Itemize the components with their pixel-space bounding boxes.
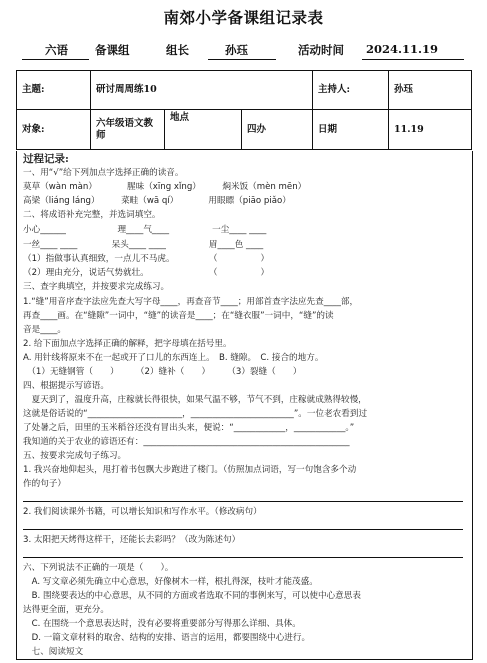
process-label: 过程记录: <box>23 153 69 165</box>
record-line: 这就是俗话说的“______________________，________________________”。一位老农看到过 <box>23 409 368 419</box>
record-line: 我知道的关于农业的谚语还有：________________________________________________ <box>23 437 350 447</box>
header-leader-label: 组长 <box>166 43 189 57</box>
record-line: 小心______ 理____气____ 一尘____ ____ <box>23 225 267 235</box>
target-label: 对象: <box>17 110 91 150</box>
target-value: 六年级语文教师 <box>91 110 165 150</box>
record-line: 七、阅读短文 <box>23 647 84 657</box>
date-label: 日期 <box>313 110 389 150</box>
record-line: 2. 我们阅读课外书籍，可以增长知识和写作水平。（修改病句） <box>23 507 262 517</box>
header-time-label: 活动时间 <box>298 43 344 57</box>
record-line: 一、用“√”给下列加点字选择正确的读音。 <box>23 168 184 178</box>
record-line: A. 用针线将原来不在一起或开了口儿的东西连上。 B. 缝隙。 C. 接合的地方。 <box>23 353 324 363</box>
place-value: 四办 <box>242 110 313 150</box>
header-underline <box>22 59 89 60</box>
record-line: 1.“缝”用音序查字法应先查大写字母____，再查音节____；用部首查字法应先查____部， <box>23 297 359 307</box>
record-line: （1）无缝钢管（ ） （2）缝补（ ） （3）裂缝（ ） <box>23 367 302 377</box>
answer-line <box>23 501 463 502</box>
record-line: 2. 给下面加点字选择正确的解释，把字母填在括号里。 <box>23 339 232 349</box>
record-line: 音是____。 <box>23 325 66 335</box>
topic-value: 研讨周周练10 <box>91 71 313 110</box>
answer-line <box>23 557 463 558</box>
record-line: 五、按要求完成句子练习。 <box>23 451 127 461</box>
record-line: C. 在围绕一个意思表达时，没有必要将重要部分写得那么详细、具体。 <box>23 619 301 629</box>
record-line: 达得更全面，更充分。 <box>23 605 109 615</box>
header-leader: 孙珏 <box>225 43 248 57</box>
record-line: 再查____画。在“缝隙”一词中，“缝”的读音是____；在“缝衣服”一词中，“缝”的读 <box>23 311 334 321</box>
record-line: D. 一篇文章材料的取舍、结构的安排、语言的运用，都要围绕中心进行。 <box>23 633 311 643</box>
host-label: 主持人: <box>313 71 389 110</box>
record-line: 三、查字典填空，并按要求完成练习。 <box>23 282 170 292</box>
header-underline <box>208 59 276 60</box>
host-value: 孙珏 <box>389 71 472 110</box>
date-value: 11.19 <box>389 110 472 150</box>
answer-line <box>23 529 463 530</box>
record-line: 作的句子） <box>23 479 66 489</box>
record-line: 四、根据提示写谚语。 <box>23 381 109 391</box>
record-line: A. 写文章必须先确立中心意思，好像树木一样，根扎得深，枝叶才能茂盛。 <box>23 577 318 587</box>
record-line: 莫草（wàn màn） 腥味（xīng xǐng） 焖米饭（mèn mēn） <box>23 182 307 192</box>
header-group-label: 备课组 <box>95 43 130 57</box>
info-table <box>16 70 472 150</box>
header-underline <box>362 59 464 60</box>
record-line: 了处暑之后，田里的玉米稻谷还没有冒出头来，便说：“____________，____________。” <box>23 423 355 433</box>
record-line: （2）理由充分，说话气势就壮。 （ ） <box>23 268 270 278</box>
header-time: 2024.11.19 <box>366 42 439 56</box>
header-subject: 六语 <box>45 43 68 57</box>
record-line: 1. 我兴奋地仰起头，甩打着书包飘大步跑进了楼门。（仿照加点词语，写一句饱含多个动 <box>23 465 357 475</box>
process-record <box>16 151 473 660</box>
page-title: 南郊小学备课组记录表 <box>163 8 324 27</box>
topic-label: 主题: <box>17 71 91 110</box>
record-line: （1）指做事认真细致，一点儿不马虎。 （ ） <box>23 254 270 264</box>
record-line: 一丝____ ____ 呆头____ ____ 眉____色 ____ <box>23 240 264 250</box>
record-line: 二、将成语补充完整，并选词填空。 <box>23 210 161 220</box>
record-line: 夏天到了，温度升高，庄稼就长得很快，如果气温不够，节气不到，庄稼就成熟得较慢， <box>23 395 367 405</box>
record-line: B. 围绕要表达的中心意思，从不同的方面或者选取不同的事例来写，可以使中心意思表 <box>23 591 361 601</box>
record-line: 六、下列说法不正确的一项是（ ）。 <box>23 563 174 573</box>
record-line: 3. 太阳把天烤得这样干，还能长去彩吗？（改为陈述句） <box>23 535 241 545</box>
record-line: 高梁（liáng láng） 菜畦（wā qí） 用眼瞟（piāo piǎo） <box>23 196 291 206</box>
place-label: 地点 <box>165 110 242 150</box>
